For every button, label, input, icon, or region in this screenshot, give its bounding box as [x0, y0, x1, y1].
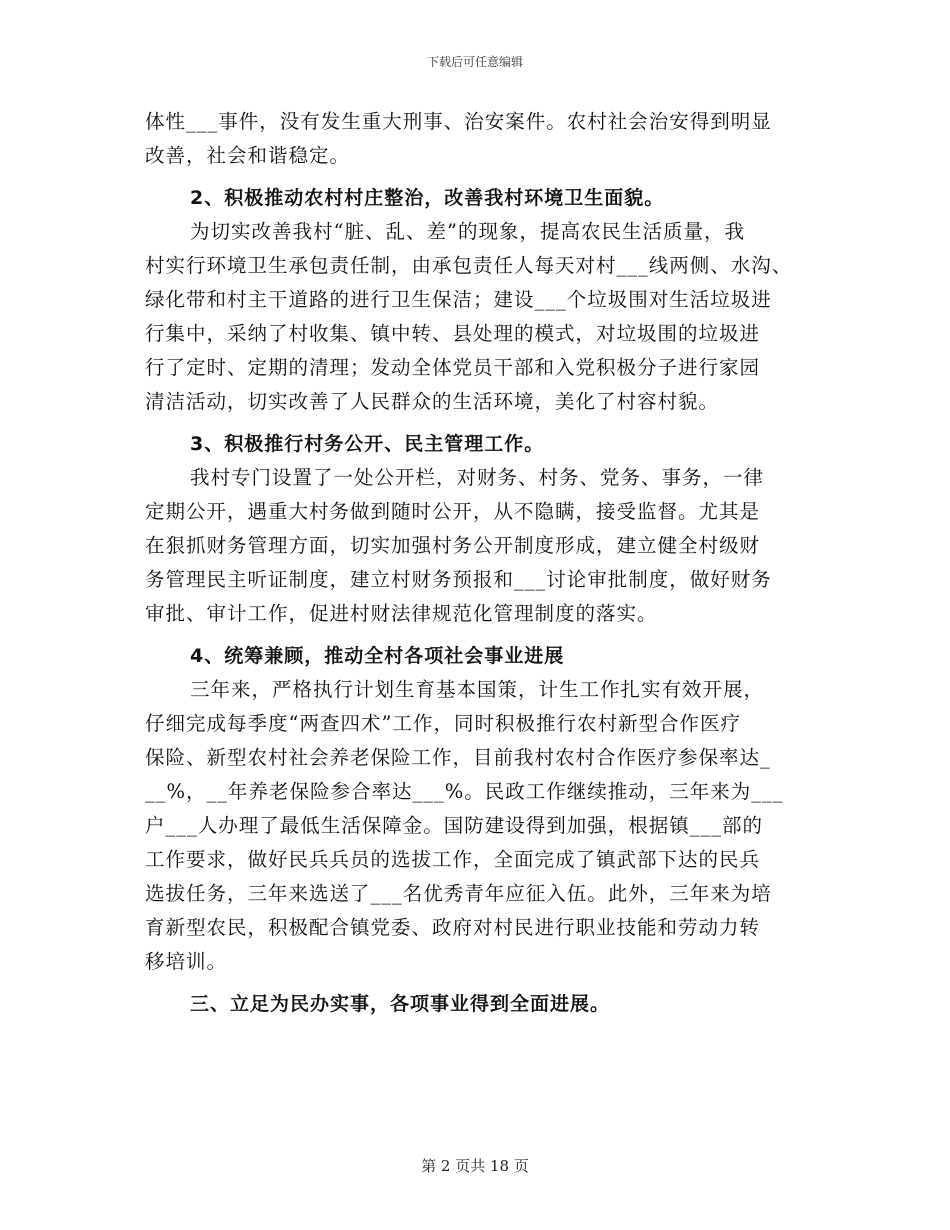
page-header: 下载后可任意编辑 [426, 55, 523, 69]
paragraph-line: 移培训。 [145, 950, 228, 973]
paragraph-line: 绿化带和村主干道路的进行卫生保洁；建设___个垃圾围对生活垃圾进 [145, 288, 772, 311]
paragraph-first-line: 为切实改善我村“脏、乱、差”的现象，提高农民生活质量，我 [190, 220, 745, 243]
section-heading: 3、积极推行村务公开、民主管理工作。 [190, 433, 545, 455]
paragraph-line: 清洁活动，切实改善了人民群众的生活环境，美化了村容村貌。 [145, 390, 720, 413]
paragraph-first-line: 三年来，严格执行计划生育基本国策，计生工作扎实有效开展， [190, 678, 765, 701]
document-body [145, 105, 810, 1021]
paragraph-first-line: 我村专门设置了一处公开栏，对财务、村务、党务、事务，一律 [190, 466, 765, 489]
paragraph-line: __%，__年养老保险参合率达___%。民政工作继续推动，三年来为___ [145, 780, 784, 803]
paragraph-line: 户___人办理了最低生活保障金。国防建设得到加强，根据镇___部的 [145, 814, 764, 837]
paragraph-line: 村实行环境卫生承包责任制，由承包责任人每天对村___线两侧、水沟、 [145, 254, 793, 277]
paragraph-line: 在狠抓财务管理方面，切实加强村务公开制度形成，建立健全村级财 [145, 534, 761, 557]
paragraph-line: 务管理民主听证制度，建立村财务预报和___讨论审批制度，做好财务 [145, 568, 772, 591]
section-heading: 三、立足为民办实事，各项事业得到全面进展。 [190, 993, 611, 1015]
paragraph-line: 保险、新型农村社会养老保险工作，目前我村农村合作医疗参保率达_ [145, 746, 771, 769]
section-heading: 2、积极推动农村村庄整治，改善我村环境卫生面貌。 [190, 187, 665, 209]
paragraph-line: 行了定时、定期的清理；发动全体党员干部和入党积极分子进行家园 [145, 356, 761, 379]
paragraph-line: 审批、审计工作，促进村财法律规范化管理制度的落实。 [145, 602, 658, 625]
paragraph-line: 选拔任务，三年来选送了___名优秀青年应征入伍。此外，三年来为培 [145, 882, 772, 905]
paragraph-line: 育新型农民，积极配合镇党委、政府对村民进行职业技能和劳动力转 [145, 916, 761, 939]
section-heading: 4、统筹兼顾，推动全村各项社会事业进展 [190, 645, 565, 667]
paragraph-line: 改善，社会和谐稳定。 [145, 144, 351, 167]
paragraph-line: 行集中，采纳了村收集、镇中转、县处理的模式，对垃圾围的垃圾进 [145, 322, 761, 345]
paragraph-line: 工作要求，做好民兵兵员的选拔工作，全面完成了镇武部下达的民兵 [145, 848, 761, 871]
page-footer: 第 2 页共 18 页 [421, 1157, 529, 1175]
paragraph-line: 仔细完成每季度“两查四术”工作，同时积极推行农村新型合作医疗 [145, 712, 741, 735]
paragraph-line: 体性___事件，没有发生重大刑事、治安案件。农村社会治安得到明显 [145, 110, 772, 133]
paragraph-line: 定期公开，遇重大村务做到随时公开，从不隐瞒，接受监督。尤其是 [145, 500, 761, 523]
